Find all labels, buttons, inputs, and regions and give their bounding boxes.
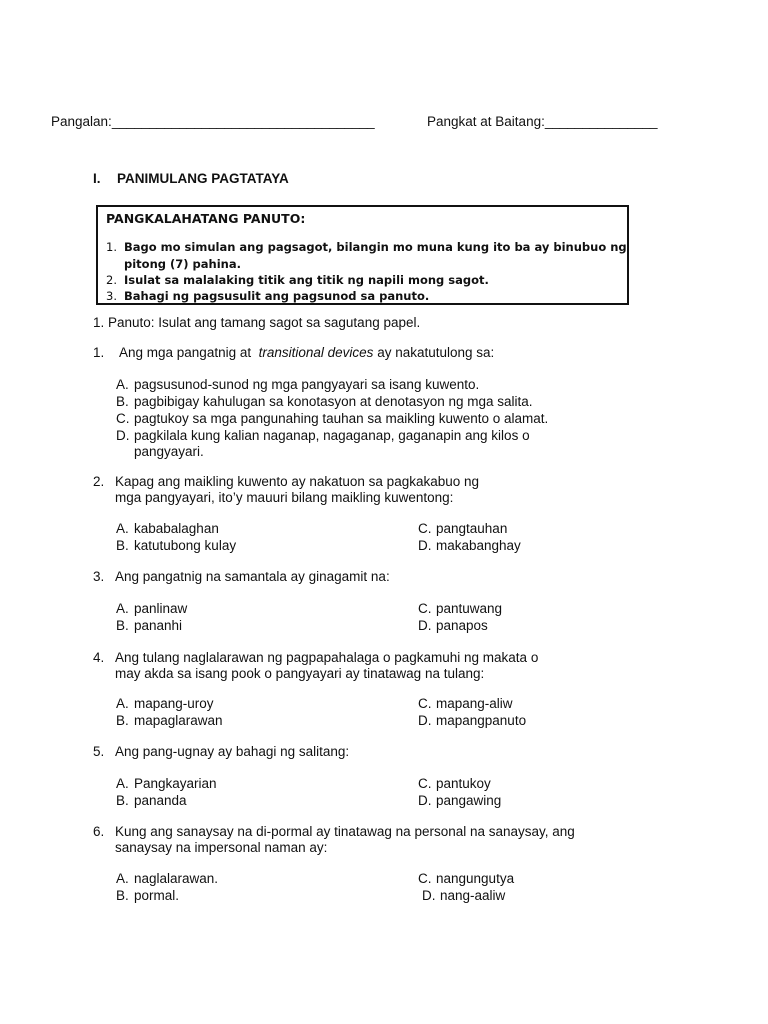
option-letter: D. — [418, 793, 432, 808]
option-letter: A. — [116, 696, 129, 711]
option-letter: C. — [418, 601, 432, 616]
name-label: Pangalan: — [51, 114, 112, 129]
option-text: nang-aaliw — [440, 888, 506, 903]
instruction-item-1-cont: pitong (7) pahina. — [124, 257, 241, 271]
option-letter: C. — [418, 521, 432, 536]
option-4d[interactable] — [418, 712, 526, 729]
question-text: Kung ang sanaysay na di-pormal ay tinatawag na personal na sanaysay, ang — [115, 824, 575, 839]
instruction-text: Isulat sa malalaking titik ang titik ng napili mong sagot. — [124, 273, 489, 287]
instruction-item-2 — [106, 272, 489, 288]
option-text: panlinaw — [134, 601, 188, 616]
option-1c[interactable] — [116, 410, 548, 427]
option-3d[interactable] — [418, 617, 488, 634]
instruction-number: 2. — [106, 273, 117, 287]
option-letter: D. — [422, 888, 436, 903]
instruction-text: Bago mo simulan ang pagsagot, bilangin mo muna kung ito ba ay binubuo ng — [124, 240, 627, 254]
section-field[interactable] — [427, 113, 657, 130]
question-4-cont: may akda sa isang pook o pangyayari ay tinatawag na tulang: — [115, 666, 485, 681]
option-2d[interactable] — [418, 537, 521, 554]
option-5a[interactable] — [116, 775, 217, 792]
panuto-instruction: 1. Panuto: Isulat ang tamang sagot sa sagutang papel. — [93, 315, 421, 330]
question-text: Ang pangatnig na samantala ay ginagamit na: — [115, 569, 390, 584]
question-text-italic: transitional devices — [258, 345, 374, 360]
question-2-cont: mga pangyayari, ito’y mauuri bilang maikling kuwentong: — [115, 490, 454, 505]
option-text: makabanghay — [436, 538, 521, 553]
question-5 — [93, 743, 349, 760]
section-label: Pangkat at Baitang: — [427, 114, 545, 129]
question-1 — [93, 344, 494, 361]
option-text: pananhi — [134, 618, 183, 633]
option-5c[interactable] — [418, 775, 491, 792]
option-text: pagsusunod-sunod ng mga pangyayari sa isang kuwento. — [134, 377, 480, 392]
name-field[interactable] — [51, 113, 375, 130]
option-text: pagkilala kung kalian naganap, nagaganap, gaganapin ang kilos o — [134, 428, 530, 443]
instruction-item-1 — [106, 239, 627, 255]
question-text: Kapag ang maikling kuwento ay nakatuon sa pagkakabuo ng — [115, 474, 480, 489]
option-letter: C. — [116, 411, 130, 426]
option-text: naglalarawan. — [134, 871, 219, 886]
question-6 — [93, 823, 575, 840]
option-1a[interactable] — [116, 376, 479, 393]
option-letter: D. — [418, 713, 432, 728]
option-6b[interactable] — [116, 887, 179, 904]
option-6a[interactable] — [116, 870, 218, 887]
question-number: 3. — [93, 569, 105, 584]
instruction-number: 1. — [106, 240, 117, 254]
option-letter: B. — [116, 618, 129, 633]
question-text: Ang tulang naglalarawan ng pagpapahalaga o pagkamuhi ng makata o — [115, 650, 539, 665]
option-text: katutubong kulay — [134, 538, 237, 553]
option-4b[interactable] — [116, 712, 223, 729]
question-text: Ang mga pangatnig at — [119, 345, 252, 360]
instruction-text: Bahagi ng pagsusulit ang pagsunod sa panuto. — [124, 289, 430, 303]
option-text: pantukoy — [436, 776, 491, 791]
option-1d-cont: pangyayari. — [134, 444, 204, 459]
question-6-cont: sanaysay na impersonal naman ay: — [115, 840, 328, 855]
option-text: pananda — [134, 793, 187, 808]
option-text: nangungutya — [436, 871, 515, 886]
instruction-item-3 — [106, 288, 429, 304]
option-4a[interactable] — [116, 695, 214, 712]
question-text: ay nakatutulong sa: — [377, 345, 495, 360]
option-3a[interactable] — [116, 600, 187, 617]
option-text: pangawing — [436, 793, 502, 808]
option-text: pagtukoy sa mga pangunahing tauhan sa maikling kuwento o alamat. — [134, 411, 549, 426]
option-text: mapangpanuto — [436, 713, 527, 728]
section-title: PANIMULANG PAGTATAYA — [117, 171, 289, 186]
section-heading — [93, 171, 289, 186]
option-text: Pangkayarian — [134, 776, 217, 791]
option-letter: A. — [116, 776, 129, 791]
option-1b[interactable] — [116, 393, 533, 410]
option-letter: B. — [116, 538, 129, 553]
option-letter: D. — [116, 428, 130, 443]
option-text: mapang-uroy — [134, 696, 214, 711]
option-3b[interactable] — [116, 617, 182, 634]
option-text: pangtauhan — [436, 521, 508, 536]
option-letter: C. — [418, 776, 432, 791]
option-2c[interactable] — [418, 520, 507, 537]
option-2a[interactable] — [116, 520, 219, 537]
option-letter: D. — [418, 618, 432, 633]
option-3c[interactable] — [418, 600, 502, 617]
question-number: 1. — [93, 345, 105, 360]
section-number: I. — [93, 171, 101, 186]
instructions-title: PANGKALAHATANG PANUTO: — [106, 211, 306, 226]
option-letter: A. — [116, 601, 129, 616]
name-blank-line[interactable]: ___________________________________ — [111, 114, 375, 129]
question-number: 2. — [93, 474, 105, 489]
question-number: 4. — [93, 650, 105, 665]
option-4c[interactable] — [418, 695, 513, 712]
question-3 — [93, 568, 390, 585]
question-2 — [93, 473, 479, 490]
option-5b[interactable] — [116, 792, 187, 809]
option-6c[interactable] — [418, 870, 514, 887]
option-letter: C. — [418, 871, 432, 886]
option-letter: A. — [116, 521, 129, 536]
option-letter: D. — [418, 538, 432, 553]
question-4 — [93, 649, 538, 666]
option-text: mapang-aliw — [436, 696, 513, 711]
option-text: kababalaghan — [134, 521, 219, 536]
option-2b[interactable] — [116, 537, 236, 554]
option-text: mapaglarawan — [134, 713, 223, 728]
option-1d[interactable] — [116, 427, 530, 444]
question-text: Ang pang-ugnay ay bahagi ng salitang: — [115, 744, 350, 759]
option-letter: C. — [418, 696, 432, 711]
option-5d[interactable] — [418, 792, 501, 809]
question-number: 5. — [93, 744, 105, 759]
option-letter: B. — [116, 394, 129, 409]
question-number: 6. — [93, 824, 105, 839]
option-letter: A. — [116, 377, 129, 392]
instruction-number: 3. — [106, 289, 117, 303]
option-text: pagbibigay kahulugan sa konotasyon at denotasyon ng mga salita. — [134, 394, 533, 409]
option-letter: A. — [116, 871, 129, 886]
option-letter: B. — [116, 713, 129, 728]
option-text: pantuwang — [436, 601, 503, 616]
option-text: panapos — [436, 618, 488, 633]
option-letter: B. — [116, 888, 129, 903]
option-text: pormal. — [134, 888, 180, 903]
option-letter: B. — [116, 793, 129, 808]
section-blank-line[interactable]: _______________ — [544, 114, 658, 129]
option-6d[interactable] — [422, 887, 505, 904]
